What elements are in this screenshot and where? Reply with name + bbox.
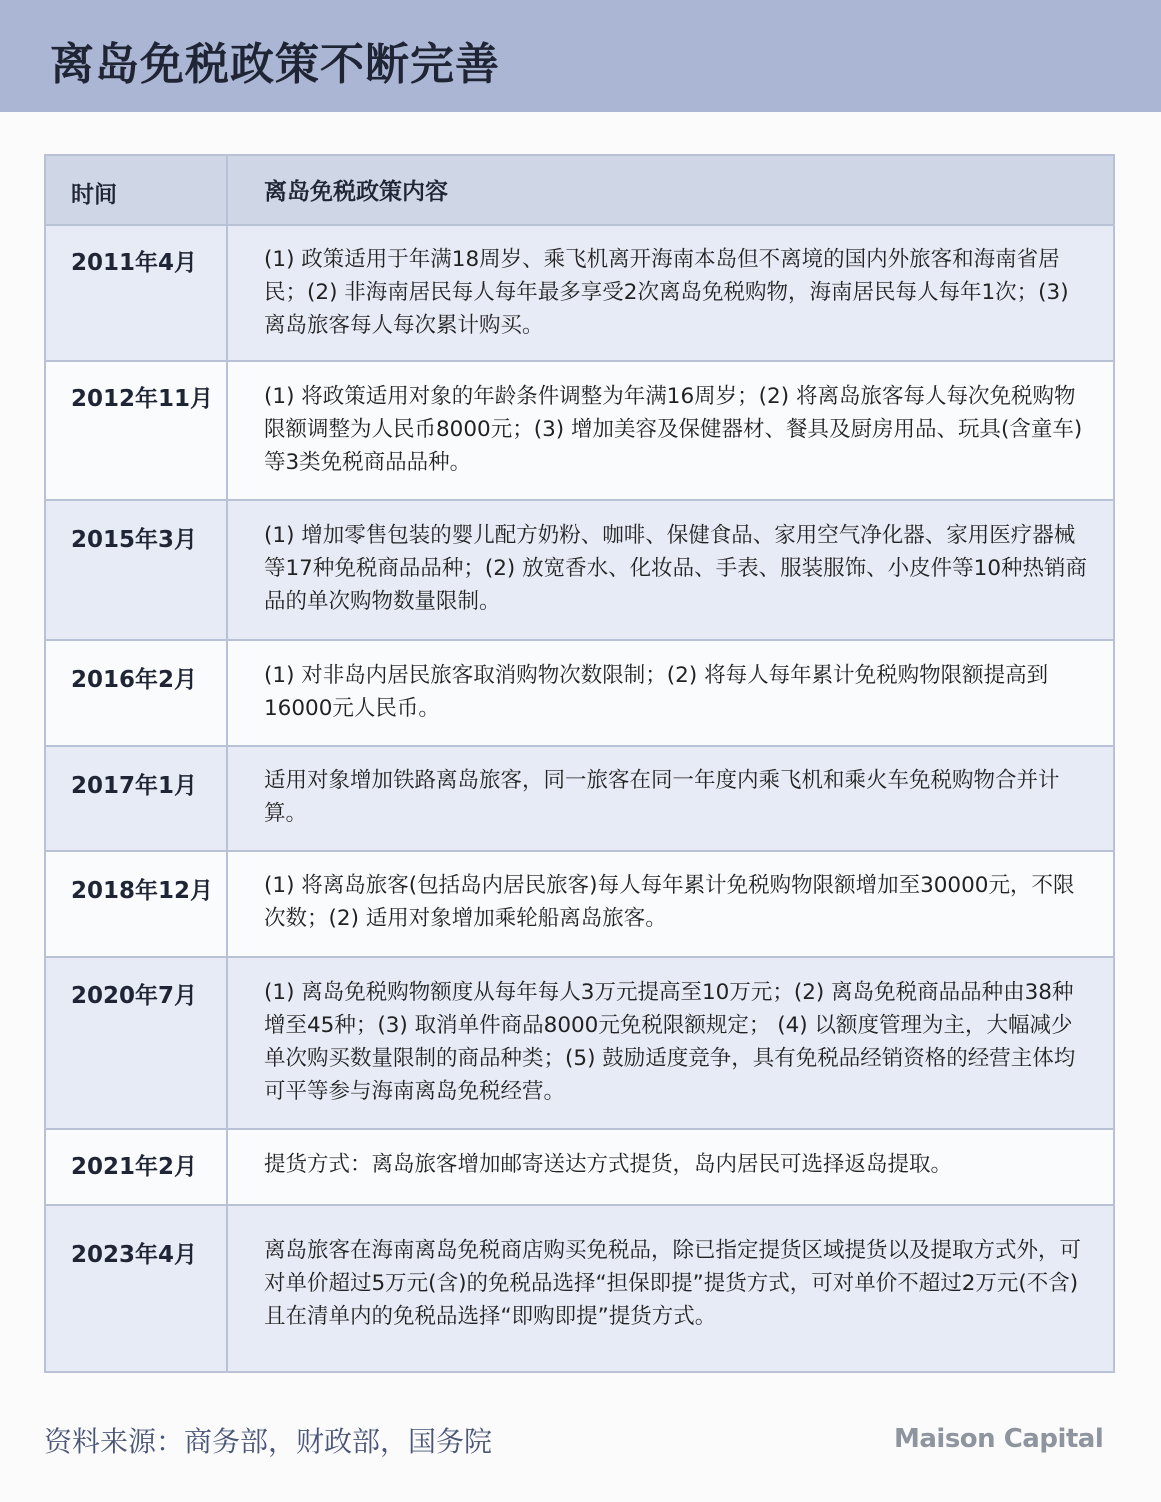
table-row (46, 641, 1113, 747)
table-row (46, 1206, 1113, 1371)
row-time: 2017年1月 (46, 747, 228, 850)
row-content: (1) 将政策适用对象的年龄条件调整为年满16周岁；(2) 将离岛旅客每人每次免税购物限额调整为人民币8000元；(3) 增加美容及保健器材、餐具及厨房用品、玩具(含童车)等3类免税商品品种。 (264, 384, 1083, 475)
row-time: 2021年2月 (46, 1130, 228, 1204)
row-content: (1) 离岛免税购物额度从每年每人3万元提高至10万元；(2) 离岛免税商品品种由38种增至45种；(3) 取消单件商品8000元免税限额规定； (4) 以额度管理为主，大幅减少单次购买数量限制的商品种类；(5) 鼓励适度竞争，具有免税品经销资格的经营主体均可平等参与海南离岛免税经营。 (264, 980, 1076, 1104)
title-banner (0, 0, 1161, 112)
table-header-row (46, 156, 1113, 226)
maison-capital-logo: Maison Capital (894, 1424, 1104, 1454)
table-row (46, 362, 1113, 501)
header-content: 离岛免税政策内容 (264, 179, 448, 205)
row-content: (1) 增加零售包装的婴儿配方奶粉、咖啡、保健食品、家用空气净化器、家用医疗器械等17种免税商品品种；(2) 放宽香水、化妆品、手表、服装服饰、小皮件等10种热销商品的单次购物数量限制。 (264, 523, 1088, 614)
row-time: 2015年3月 (46, 501, 228, 639)
row-time: 2020年7月 (46, 958, 228, 1128)
row-content: (1) 对非岛内居民旅客取消购物次数限制；(2) 将每人每年累计免税购物限额提高到16000元人民币。 (264, 663, 1049, 721)
table-row (46, 501, 1113, 641)
row-content: 提货方式：离岛旅客增加邮寄送达方式提货，岛内居民可选择返岛提取。 (264, 1152, 953, 1177)
row-content: (1) 将离岛旅客(包括岛内居民旅客)每人每年累计免税购物限额增加至30000元，不限次数；(2) 适用对象增加乘轮船离岛旅客。 (264, 873, 1075, 931)
row-time: 2012年11月 (46, 362, 228, 499)
table-row (46, 226, 1113, 362)
source-note: 资料来源：商务部，财政部，国务院 (44, 1425, 493, 1458)
row-content: 离岛旅客在海南离岛免税商店购买免税品，除已指定提货区域提货以及提取方式外，可对单价超过5万元(含)的免税品选择“担保即提”提货方式，可对单价不超过2万元(不含)且在清单内的免税品选择“即购即提”提货方式。 (264, 1238, 1082, 1329)
row-time: 2011年4月 (46, 226, 228, 360)
table-row (46, 958, 1113, 1130)
page-title: 离岛免税政策不断完善 (50, 39, 500, 90)
policy-table (44, 154, 1115, 1373)
row-time: 2018年12月 (46, 852, 228, 956)
table-row (46, 1130, 1113, 1206)
row-content: (1) 政策适用于年满18周岁、乘飞机离开海南本岛但不离境的国内外旅客和海南省居民；(2) 非海南居民每人每年最多享受2次离岛免税购物，海南居民每人每年1次；(3)离岛旅客每人每次累计购买。 (264, 247, 1069, 338)
table-row (46, 747, 1113, 852)
row-content: 适用对象增加铁路离岛旅客，同一旅客在同一年度内乘飞机和乘火车免税购物合并计算。 (264, 768, 1060, 826)
header-time: 时间 (46, 156, 228, 224)
row-time: 2016年2月 (46, 641, 228, 745)
row-time: 2023年4月 (46, 1206, 228, 1371)
table-row (46, 852, 1113, 958)
